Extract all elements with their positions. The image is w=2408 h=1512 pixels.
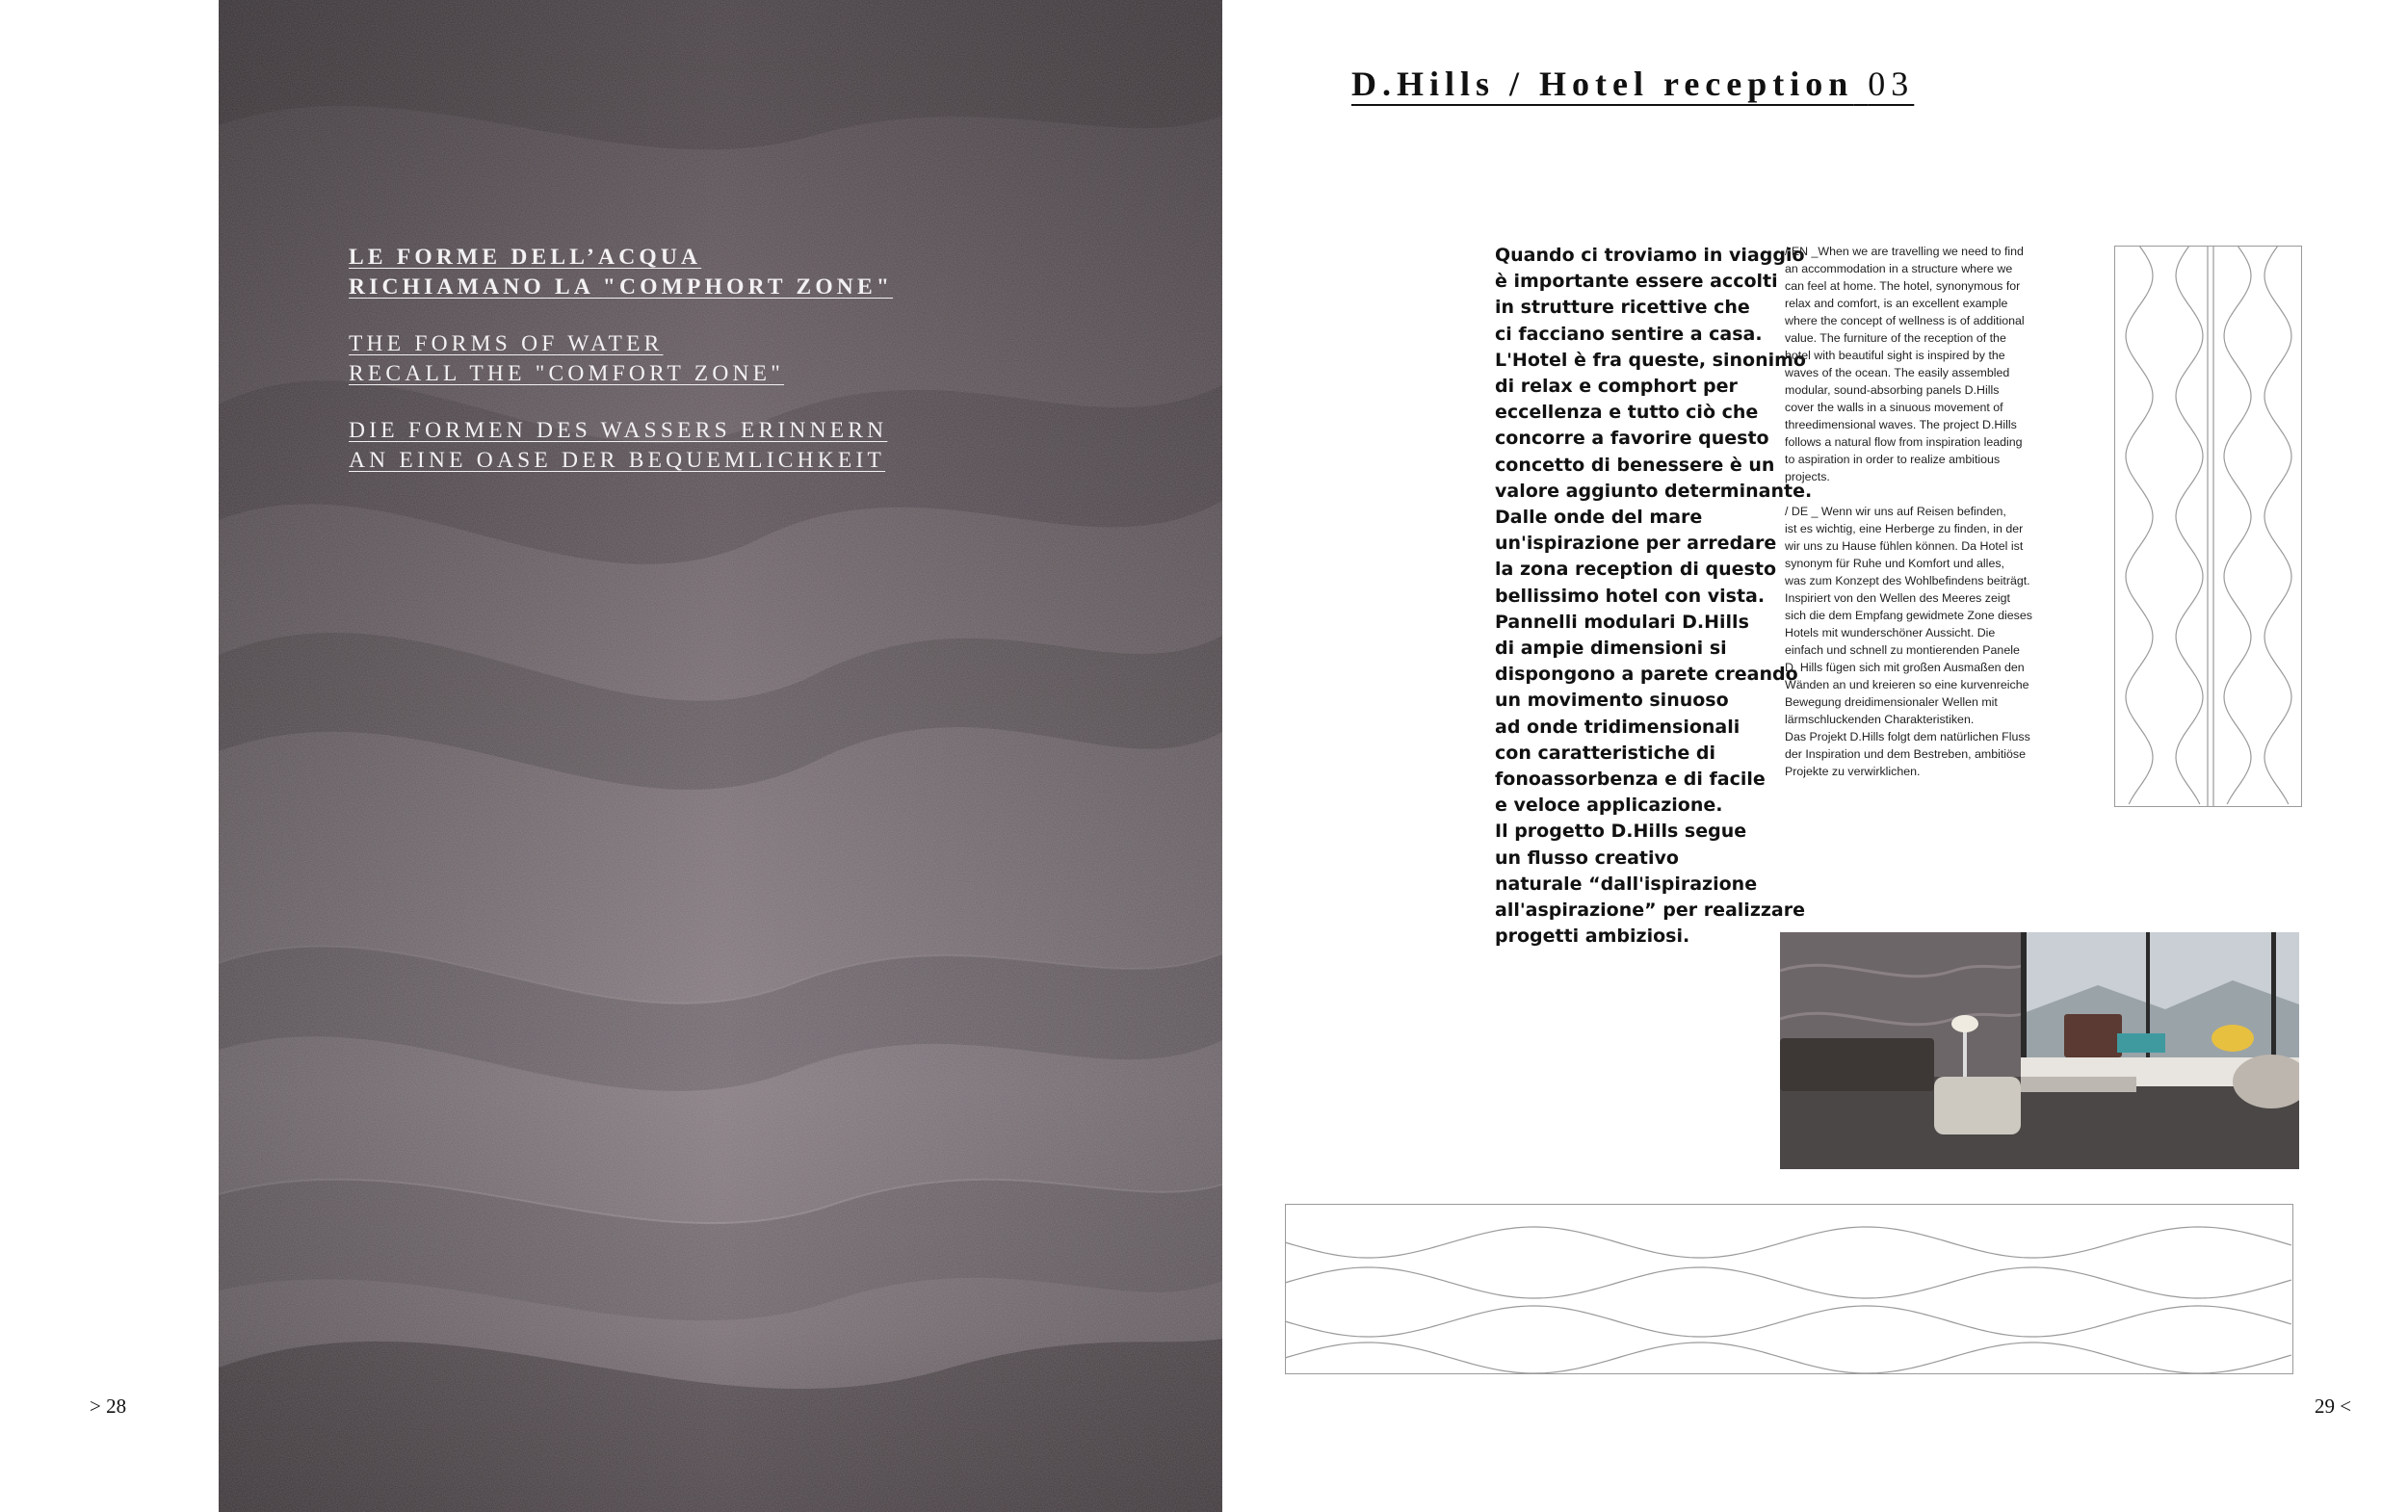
italian-text-line: bellissimo hotel con vista. xyxy=(1495,585,1766,607)
english-text-line: can feel at home. The hotel, synonymous for xyxy=(1785,279,2021,293)
german-text-line: Bewegung dreidimensionaler Wellen mit xyxy=(1785,695,1998,709)
hero-caption-it xyxy=(349,243,1023,302)
italian-text-line: e veloce applicazione. xyxy=(1495,795,1723,817)
german-text-line: einfach und schnell zu montierenden Panele xyxy=(1785,643,2020,657)
german-body-text xyxy=(1785,503,2064,780)
page-number-left: > 28 xyxy=(90,1395,127,1418)
italian-text-line: valore aggiunto determinante. xyxy=(1495,480,1813,502)
english-text-line: value. The furniture of the reception of the xyxy=(1785,331,2006,345)
hero-caption-line: DIE FORMEN DES WASSERS ERINNERN xyxy=(349,418,888,443)
german-text-line: sich die dem Empfang gewidmete Zone dieses xyxy=(1785,609,2032,622)
english-text-line: modular, sound-absorbing panels D.Hills xyxy=(1785,383,2000,397)
english-text-line: threedimensional waves. The project D.Hills xyxy=(1785,418,2017,431)
italian-text-line: Quando ci troviamo in viaggio xyxy=(1495,245,1805,266)
english-text-line: to aspiration in order to realize ambitious xyxy=(1785,453,2001,466)
german-text-line: Hotels mit wunderschöner Aussicht. Die xyxy=(1785,626,1996,639)
italian-text-line: ci facciano sentire a casa. xyxy=(1495,323,1763,345)
english-text-line: projects. xyxy=(1785,470,1830,483)
hero-wave-panel-image xyxy=(219,0,1222,1512)
german-text-line: D. Hills fügen sich mit großen Ausmaßen den xyxy=(1785,661,2025,674)
italian-text-line: L'Hotel è fra queste, sinonimo xyxy=(1495,349,1806,371)
italian-text-line: la zona reception di questo xyxy=(1495,559,1777,581)
italian-text-line: Dalle onde del mare xyxy=(1495,507,1703,529)
english-body-text xyxy=(1785,243,2064,485)
italian-text-line: ad onde tridimensionali xyxy=(1495,716,1741,738)
italian-text-line: eccellenza e tutto ciò che xyxy=(1495,402,1759,424)
italian-text-line: fonoassorbenza e di facile xyxy=(1495,769,1766,791)
german-text-line: Inspiriert von den Wellen des Meeres zeigt xyxy=(1785,591,2010,605)
italian-text-line: con caratteristiche di xyxy=(1495,742,1715,764)
horizontal-panel-drawing xyxy=(1285,1204,2293,1374)
italian-text-line: concorre a favorire questo xyxy=(1495,428,1769,450)
hero-caption-en xyxy=(349,329,1023,389)
hotel-reception-photo xyxy=(1780,932,2299,1169)
german-text-line: / DE _ Wenn wir uns auf Reisen befinden, xyxy=(1785,505,2006,518)
english-text-line: where the concept of wellness is of additional xyxy=(1785,314,2025,327)
italian-text-line: un flusso creativo xyxy=(1495,847,1679,869)
italian-text-line: è importante essere accolti xyxy=(1495,271,1778,293)
german-text-line: Projekte zu verwirklichen. xyxy=(1785,765,1921,778)
english-text-line: waves of the ocean. The easily assembled xyxy=(1785,366,2010,379)
translation-column xyxy=(1785,243,2064,780)
german-text-line: Wänden an und kreieren so eine kurvenreiche xyxy=(1785,678,2029,691)
german-text-line: synonym für Ruhe und Komfort und alles, xyxy=(1785,557,2004,570)
hero-caption xyxy=(349,243,1023,503)
english-text-line: follows a natural flow from inspiration leading xyxy=(1785,435,2023,449)
italian-text-line: di relax e comphort per xyxy=(1495,376,1738,398)
german-text-line: lärmschluckenden Charakteristiken. xyxy=(1785,713,1975,726)
italian-text-line: di ampie dimensioni si xyxy=(1495,638,1727,660)
english-text-line: hotel with beautiful sight is inspired by the xyxy=(1785,349,2005,362)
page-title xyxy=(1351,64,1914,104)
vertical-panel-drawing xyxy=(2114,246,2302,807)
english-text-line: an accommodation in a structure where we xyxy=(1785,262,2013,275)
italian-text-line: un movimento sinuoso xyxy=(1495,690,1729,712)
italian-text-line: progetti ambiziosi. xyxy=(1495,925,1690,948)
italian-text-line: dispongono a parete creando xyxy=(1495,664,1798,686)
hero-caption-line: RICHIAMANO LA "COMPHORT ZONE" xyxy=(349,274,894,300)
german-text-line: wir uns zu Hause fühlen können. Da Hotel ist xyxy=(1785,539,2024,553)
page-number-right: 29 < xyxy=(2315,1395,2352,1418)
german-text-line: Das Projekt D.Hills folgt dem natürlichen Fluss xyxy=(1785,730,2030,743)
italian-text-line: naturale “dall'ispirazione xyxy=(1495,873,1758,895)
english-text-line: / EN _When we are travelling we need to find xyxy=(1785,245,2024,258)
reception-interior-illustration xyxy=(1780,932,2299,1169)
hero-caption-line: THE FORMS OF WATER xyxy=(349,331,664,356)
page-title-number: 03 xyxy=(1868,65,1915,103)
hero-caption-de xyxy=(349,416,1023,476)
hero-caption-line: LE FORME DELL’ACQUA xyxy=(349,245,702,270)
hero-caption-line: RECALL THE "COMFORT ZONE" xyxy=(349,361,785,386)
italian-text-line: all'aspirazione” per realizzare xyxy=(1495,899,1806,922)
english-text-line: cover the walls in a sinuous movement of xyxy=(1785,401,2003,414)
italian-text-line: in strutture ricettive che xyxy=(1495,297,1750,319)
german-text-line: was zum Konzept des Wohlbefindens beiträgt. xyxy=(1785,574,2030,587)
italian-text-line: Il progetto D.Hills segue xyxy=(1495,821,1747,843)
italian-text-line: Pannelli modulari D.Hills xyxy=(1495,611,1749,633)
hero-caption-line: AN EINE OASE DER BEQUEMLICHKEIT xyxy=(349,448,886,473)
italian-text-line: un'ispirazione per arredare xyxy=(1495,533,1777,555)
english-text-line: relax and comfort, is an excellent example xyxy=(1785,297,2008,310)
german-text-line: der Inspiration und dem Bestreben, ambitiöse xyxy=(1785,747,2027,761)
german-text-line: ist es wichtig, eine Herberge zu finden, in der xyxy=(1785,522,2024,535)
italian-text-line: concetto di benessere è un xyxy=(1495,454,1775,476)
page-title-text: D.Hills / Hotel reception xyxy=(1351,65,1854,103)
wave-relief-shading xyxy=(219,0,1222,1512)
